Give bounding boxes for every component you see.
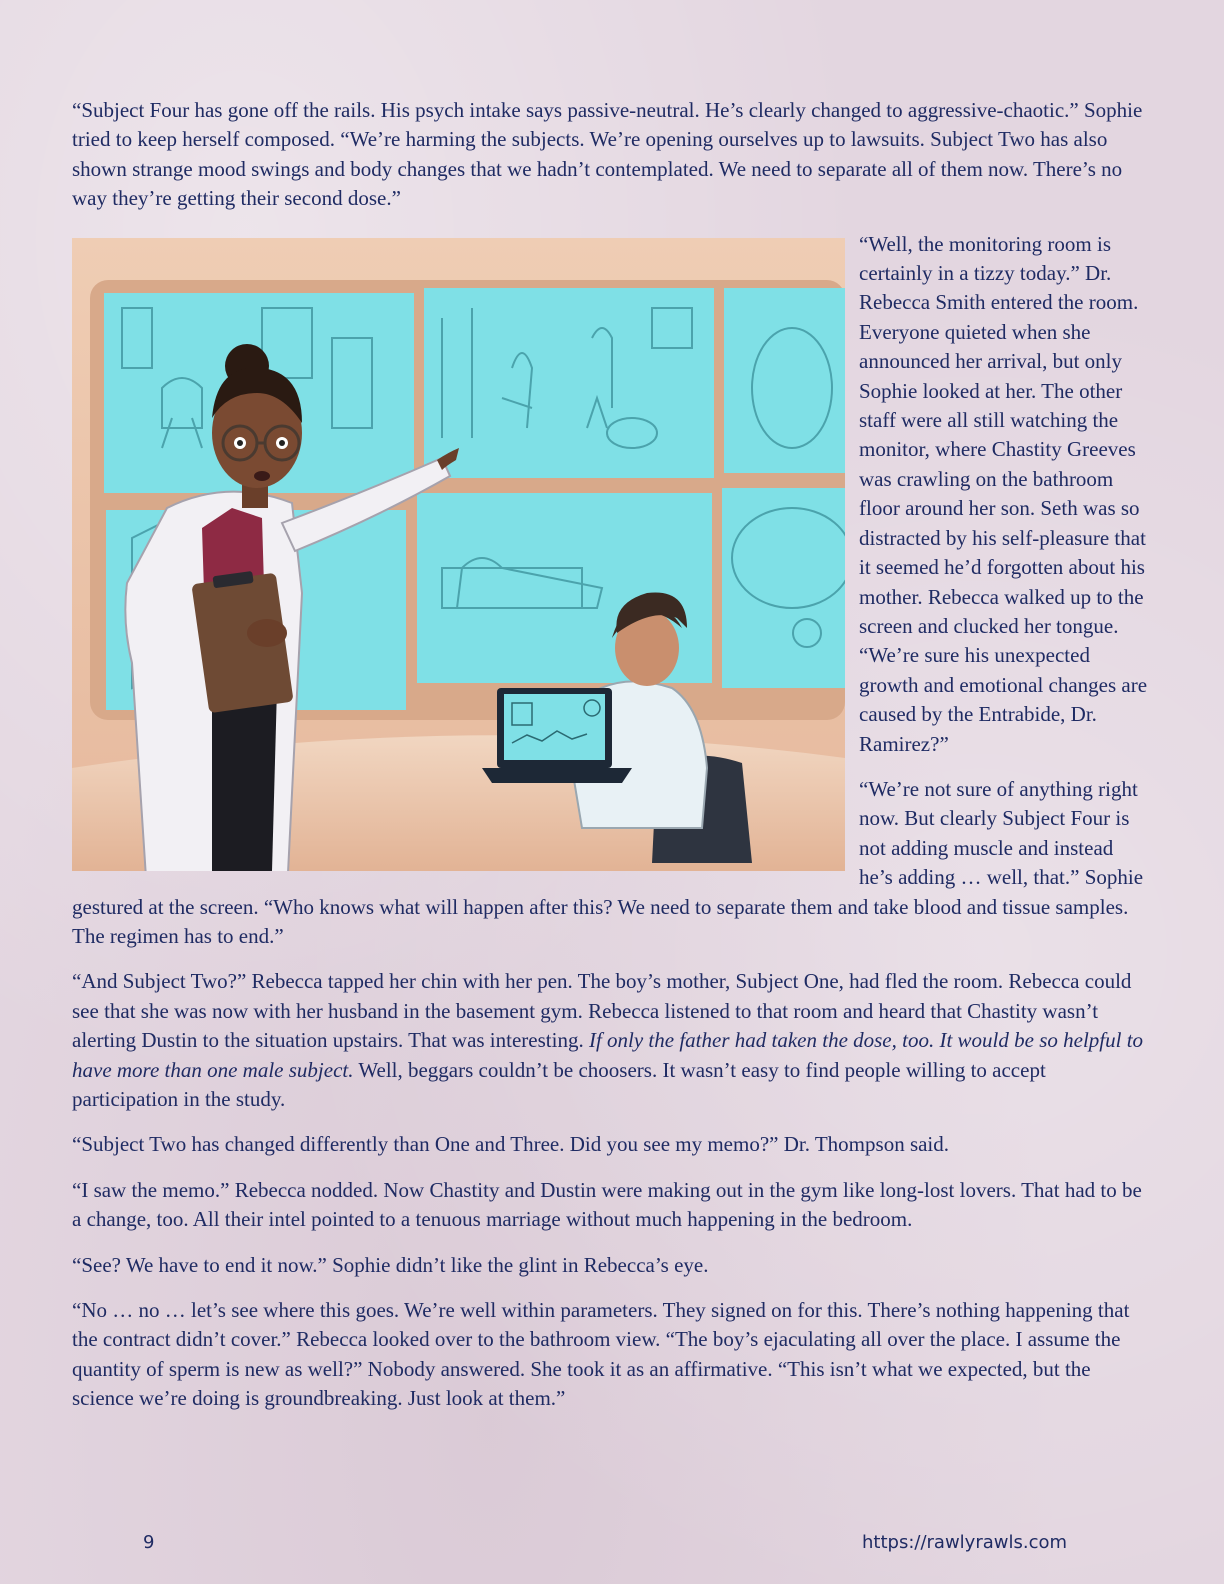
paragraph-text: “We’re not sure of anything right now. But clearly Subject Four is not adding muscle and instead he’s adding … well, that.” Sophie gestured at the screen. “Who knows what will happen after this? We need to separate them and take blood and tissue samples. The regimen has to end.” bbox=[72, 776, 1144, 948]
paragraph-text: “And Subject Two?” Rebecca tapped her chin with her pen. The boy’s mother, Subject One, had fled the room. Rebecca could see that she was now with her husband in the basement gym. Rebecca listened to that room and heard that Chastity wasn’t alerting Dustin to the situation upstairs. That was interesting. bbox=[72, 969, 1132, 1053]
paragraph-text: “Well, the monitoring room is certainly in a tizzy today.” Dr. Rebecca Smith entered the room. Everyone quieted when she announced her arrival, but only Sophie looked at her. The other staff were all still watching the monitor, where Chastity Greeves was crawling on the bathroom floor around her son. Seth was so distracted by his self-pleasure that it seemed he’d forgotten about his mother. Rebecca walked up to the screen and clucked her tongue. “We’re sure his unexpected growth and emotional changes are caused by the Entrabide, Dr. Ramirez?” bbox=[859, 231, 1148, 756]
page-number: 9 bbox=[143, 1532, 155, 1553]
paragraph-text: “Subject Four has gone off the rails. His psych intake says passive-neutral. He’s clearly changed to aggressive-chaotic.” Sophie tried to keep herself composed. “We’re harming the subjects. We’re opening ourselves up to lawsuits. Subject Two has also shown strange mood swings and body changes that we hadn’t contemplated. We need to separate all of them now. There’s no way they’re getting their second dose.” bbox=[72, 98, 1143, 211]
page-body bbox=[72, 96, 1152, 1430]
paragraph-text: Well, beggars couldn’t be choosers. It wasn’t easy to find people willing to accept participation in the study. bbox=[72, 1057, 1046, 1111]
website-link[interactable]: https://rawlyrawls.com bbox=[862, 1532, 1068, 1553]
paragraph bbox=[72, 1251, 1152, 1280]
paragraph-text: “See? We have to end it now.” Sophie didn’t like the glint in Rebecca’s eye. bbox=[72, 1252, 709, 1277]
paragraph bbox=[72, 1130, 1152, 1159]
paragraph-text: “I saw the memo.” Rebecca nodded. Now Chastity and Dustin were making out in the gym like long-lost lovers. That had to be a change, too. All their intel pointed to a tenuous marriage without much happening in the bedroom. bbox=[72, 1177, 1142, 1232]
paragraph bbox=[72, 967, 1152, 1114]
paragraph bbox=[72, 1296, 1152, 1414]
paragraph-text: “No … no … let’s see where this goes. We’re well within parameters. They signed on for this. There’s nothing happening that the contract didn’t cover.” Rebecca looked over to the bathroom view. “The boy’s ejaculating all over the place. I assume the quantity of sperm is new as well?” Nobody answered. She took it as an affirmative. “This isn’t what we expected, but the science we’re doing is groundbreaking. Just look at them.” bbox=[72, 1298, 1130, 1411]
paragraph-text: “Subject Two has changed differently than One and Three. Did you see my memo?” Dr. Thompson said. bbox=[72, 1132, 950, 1157]
illustration-monitoring-room bbox=[72, 238, 845, 871]
paragraph bbox=[72, 1176, 1152, 1235]
italic-thought: If only the father had taken the dose, too. It would be so helpful to have more than one male subject. bbox=[72, 1028, 1144, 1082]
paragraph bbox=[72, 96, 1152, 214]
